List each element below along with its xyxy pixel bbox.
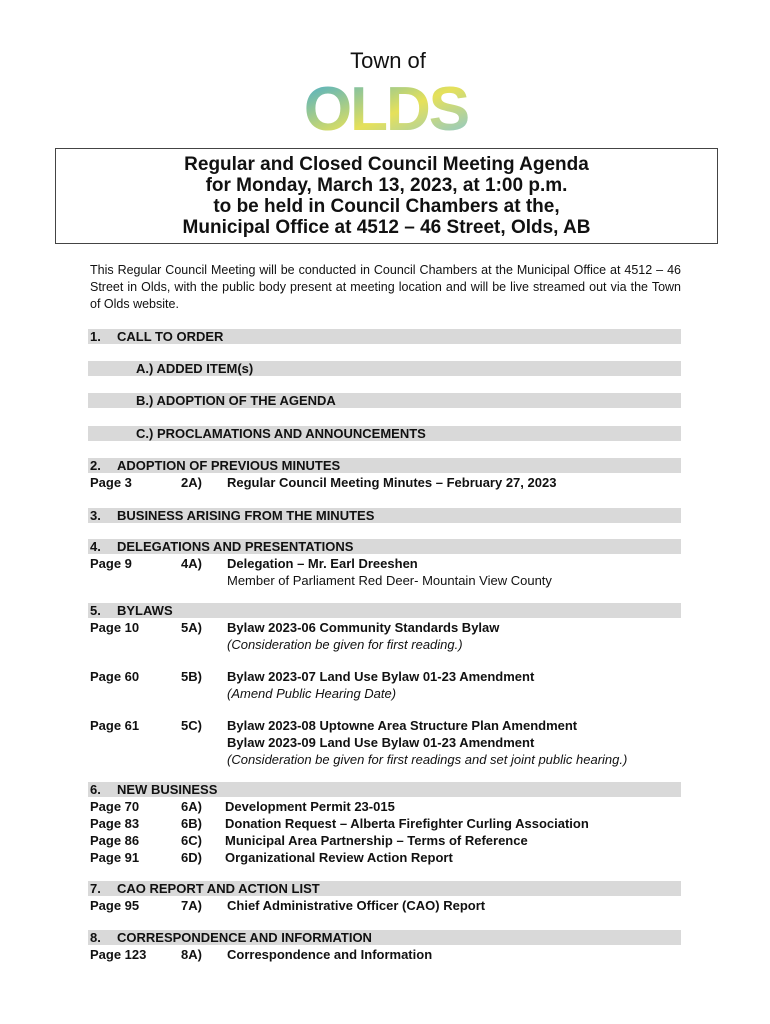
item-title: Delegation – Mr. Earl Dreeshen [227, 556, 418, 571]
section-5-title: BYLAWS [117, 603, 173, 618]
section-3-title: BUSINESS ARISING FROM THE MINUTES [117, 508, 375, 523]
item-page-ref: Page 9 [90, 556, 132, 571]
item-code: 5A) [181, 620, 202, 635]
item-title: Regular Council Meeting Minutes – February 27, 2023 [227, 475, 557, 490]
item-code: 6B) [181, 816, 202, 831]
item-title: Development Permit 23-015 [225, 799, 395, 814]
item-code: 7A) [181, 898, 202, 913]
section-1-title: CALL TO ORDER [117, 329, 224, 344]
item-code: 6C) [181, 833, 202, 848]
section-1-number: 1. [90, 329, 101, 344]
section-2-title: ADOPTION OF PREVIOUS MINUTES [117, 458, 341, 473]
item-page-ref: Page 86 [90, 833, 140, 848]
section-1c-title: C.) PROCLAMATIONS AND ANNOUNCEMENTS [136, 426, 426, 441]
item-note: (Consideration be given for first readings and set joint public hearing.) [227, 752, 628, 767]
section-7-number: 7. [90, 881, 101, 896]
item-subtitle: Member of Parliament Red Deer- Mountain View County [227, 573, 552, 588]
item-title: Bylaw 2023-08 Uptowne Area Structure Plan Amendment [227, 718, 578, 733]
item-code: 5B) [181, 669, 202, 684]
agenda-title-box [55, 148, 718, 244]
item-code: 6A) [181, 799, 202, 814]
agenda-title-line-4: Municipal Office at 4512 – 46 Street, Olds, AB [182, 217, 591, 238]
logo-text-main: OLDS [303, 75, 469, 136]
agenda-title-line-1: Regular and Closed Council Meeting Agenda [184, 154, 589, 175]
section-8-number: 8. [90, 930, 101, 945]
item-title-2: Bylaw 2023-09 Land Use Bylaw 01-23 Amendment [227, 735, 535, 750]
section-4-number: 4. [90, 539, 101, 554]
section-7-title: CAO REPORT AND ACTION LIST [117, 881, 320, 896]
section-6-title: NEW BUSINESS [117, 782, 218, 797]
item-title: Bylaw 2023-07 Land Use Bylaw 01-23 Amendment [227, 669, 535, 684]
item-page-ref: Page 70 [90, 799, 140, 814]
item-code: 4A) [181, 556, 202, 571]
section-5-number: 5. [90, 603, 101, 618]
section-bar [88, 603, 681, 618]
item-page-ref: Page 123 [90, 947, 147, 962]
item-note: (Amend Public Hearing Date) [227, 686, 397, 701]
item-title: Organizational Review Action Report [225, 850, 453, 865]
logo-text-top: Town of [350, 48, 426, 73]
item-page-ref: Page 61 [90, 718, 140, 733]
item-page-ref: Page 91 [90, 850, 140, 865]
intro-paragraph: This Regular Council Meeting will be conducted in Council Chambers at the Municipal Office at 4512 – 46 Street in Olds, with the public body present at meeting location and will be live streamed out via the Town of Olds website. [90, 263, 681, 311]
item-code: 8A) [181, 947, 202, 962]
section-8-title: CORRESPONDENCE AND INFORMATION [117, 930, 372, 945]
item-title: Correspondence and Information [227, 947, 433, 962]
item-code: 5C) [181, 718, 202, 733]
town-of-olds-logo [296, 46, 476, 136]
item-note: (Consideration be given for first reading.) [227, 637, 463, 652]
item-title: Donation Request – Alberta Firefighter Curling Association [225, 816, 589, 831]
item-page-ref: Page 83 [90, 816, 140, 831]
item-page-ref: Page 10 [90, 620, 140, 635]
item-page-ref: Page 3 [90, 475, 132, 490]
agenda-title-line-3: to be held in Council Chambers at the, [213, 196, 560, 217]
item-code: 6D) [181, 850, 202, 865]
section-3-number: 3. [90, 508, 101, 523]
section-4-title: DELEGATIONS AND PRESENTATIONS [117, 539, 354, 554]
section-1b-title: B.) ADOPTION OF THE AGENDA [136, 393, 336, 408]
item-page-ref: Page 95 [90, 898, 140, 913]
section-6-number: 6. [90, 782, 101, 797]
item-page-ref: Page 60 [90, 669, 140, 684]
item-title: Chief Administrative Officer (CAO) Report [227, 898, 486, 913]
item-title: Bylaw 2023-06 Community Standards Bylaw [227, 620, 500, 635]
section-1a-title: A.) ADDED ITEM(s) [136, 361, 254, 376]
item-title: Municipal Area Partnership – Terms of Reference [225, 833, 528, 848]
section-2-number: 2. [90, 458, 101, 473]
item-code: 2A) [181, 475, 202, 490]
agenda-title-line-2: for Monday, March 13, 2023, at 1:00 p.m. [205, 175, 568, 196]
